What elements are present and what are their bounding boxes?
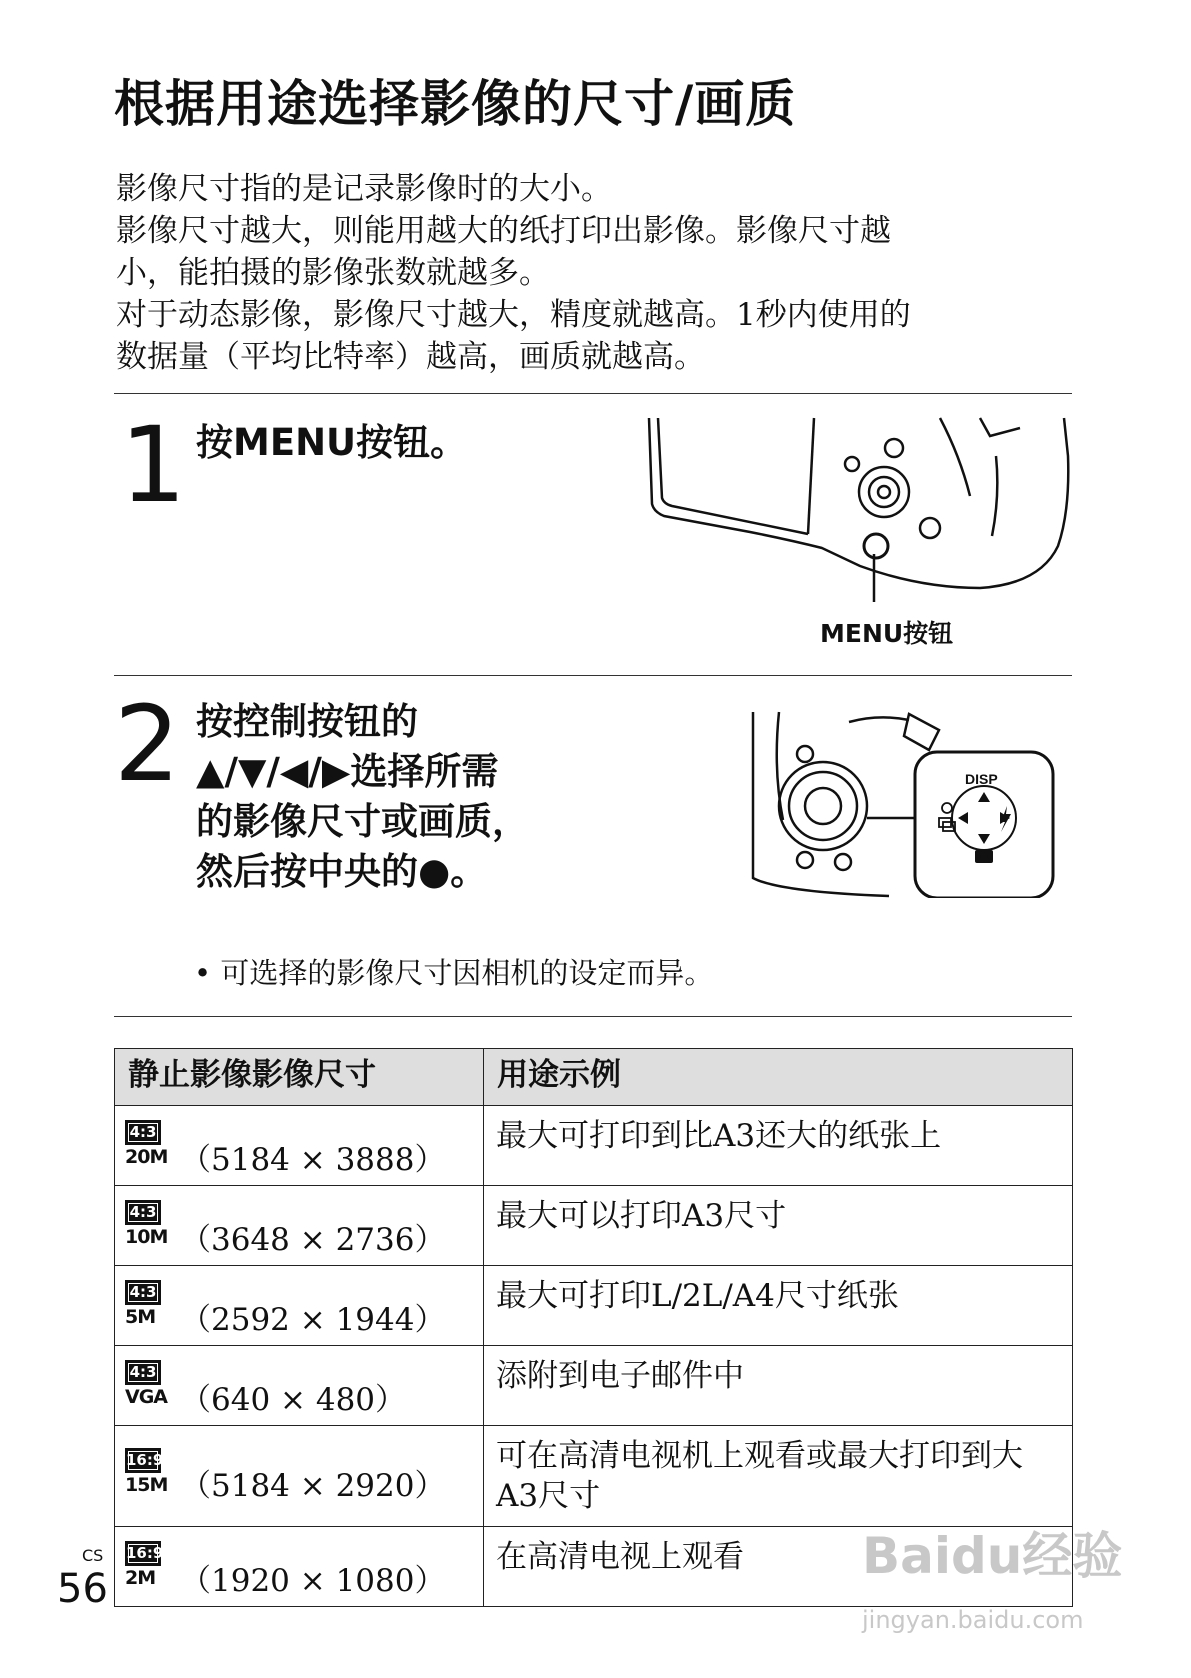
- aspect-ratio-badge: 4:3: [125, 1280, 161, 1305]
- use-cell: 最大可打印L/2L/A4尺寸纸张: [484, 1266, 1073, 1346]
- size-badge: 20M: [125, 1146, 168, 1168]
- language-code: CS: [82, 1546, 104, 1565]
- image-size-icon: [125, 1541, 165, 1588]
- size-cell: [115, 1346, 484, 1426]
- use-cell: 添附到电子邮件中: [484, 1346, 1073, 1426]
- size-badge: 15M: [125, 1474, 168, 1496]
- intro-paragraph: [116, 168, 911, 378]
- size-badge: 2M: [125, 1567, 156, 1589]
- watermark-url: jingyan.baidu.com: [862, 1606, 1084, 1634]
- intro-line: 影像尺寸指的是记录影像时的大小。: [116, 171, 612, 207]
- size-badge: 5M: [125, 1306, 156, 1328]
- section-divider: [114, 393, 1072, 394]
- intro-line: 对于动态影像，影像尺寸越大，精度就越高。1秒内使用的: [116, 297, 911, 333]
- size-badge: 10M: [125, 1226, 168, 1248]
- table-row: [115, 1106, 1073, 1186]
- resolution-text: （1920 × 1080）: [180, 1563, 446, 1599]
- image-size-icon: [125, 1120, 168, 1168]
- table-row: [115, 1346, 1073, 1426]
- size-badge: VGA: [125, 1386, 168, 1408]
- use-cell: 在高清电视上观看: [484, 1527, 1073, 1607]
- resolution-text: （640 × 480）: [180, 1382, 407, 1418]
- image-size-icon: [125, 1280, 165, 1327]
- intro-line: 影像尺寸越大，则能用越大的纸打印出影像。影像尺寸越: [116, 213, 891, 249]
- aspect-ratio-badge: 4:3: [125, 1200, 161, 1225]
- use-cell: 最大可打印到比A3还大的纸张上: [484, 1106, 1073, 1186]
- step2-line: 然后按中央的●。: [196, 850, 488, 893]
- section-divider: [114, 675, 1072, 676]
- use-cell: 最大可以打印A3尺寸: [484, 1186, 1073, 1266]
- use-cell: 可在高清电视机上观看或最大打印到大A3尺寸: [484, 1426, 1073, 1527]
- column-header: 静止影像影像尺寸: [115, 1049, 484, 1106]
- table-row: [115, 1266, 1073, 1346]
- page-title: 根据用途选择影像的尺寸/画质: [114, 75, 797, 133]
- menu-button-callout: MENU按钮: [820, 619, 954, 648]
- step2-line: 的影像尺寸或画质，: [196, 800, 529, 843]
- aspect-ratio-badge: 16:9: [125, 1448, 161, 1473]
- image-size-icon: [125, 1360, 168, 1408]
- image-size-icon: [125, 1200, 168, 1248]
- step2-line: 按控制按钮的: [196, 700, 418, 743]
- size-cell: [115, 1186, 484, 1266]
- step1-number: 1: [120, 404, 187, 526]
- intro-line: 小，能拍摄的影像张数就越多。: [116, 255, 550, 291]
- page-number: 56: [57, 1566, 108, 1612]
- watermark-logo: Baidu经验: [862, 1527, 1123, 1585]
- step2-number: 2: [114, 683, 181, 805]
- size-cell: [115, 1527, 484, 1607]
- table-header-row: [115, 1049, 1073, 1106]
- aspect-ratio-badge: 4:3: [125, 1360, 161, 1385]
- aspect-ratio-badge: 16:9: [125, 1541, 161, 1566]
- step2-line: ▲/▼/◀/▶选择所需: [196, 750, 499, 793]
- control-dial-illustration: [749, 710, 1055, 898]
- size-cell: [115, 1426, 484, 1527]
- resolution-text: （5184 × 2920）: [180, 1468, 446, 1504]
- intro-line: 数据量（平均比特率）越高，画质就越高。: [116, 339, 705, 375]
- resolution-text: （5184 × 3888）: [180, 1142, 446, 1178]
- image-size-icon: [125, 1448, 168, 1496]
- resolution-text: （3648 × 2736）: [180, 1222, 446, 1258]
- camera-back-illustration: [640, 416, 1072, 602]
- section-divider: [114, 1016, 1072, 1017]
- column-header: 用途示例: [484, 1049, 1073, 1106]
- table-row: [115, 1186, 1073, 1266]
- size-cell: [115, 1106, 484, 1186]
- disp-label: DISP: [965, 771, 998, 787]
- table-row: [115, 1426, 1073, 1527]
- step1-text: 按MENU按钮。: [196, 421, 468, 464]
- resolution-text: （2592 × 1944）: [180, 1302, 446, 1338]
- aspect-ratio-badge: 4:3: [125, 1120, 161, 1145]
- step2-text: [196, 697, 529, 897]
- size-cell: [115, 1266, 484, 1346]
- note-text: • 可选择的影像尺寸因相机的设定而异。: [194, 956, 714, 990]
